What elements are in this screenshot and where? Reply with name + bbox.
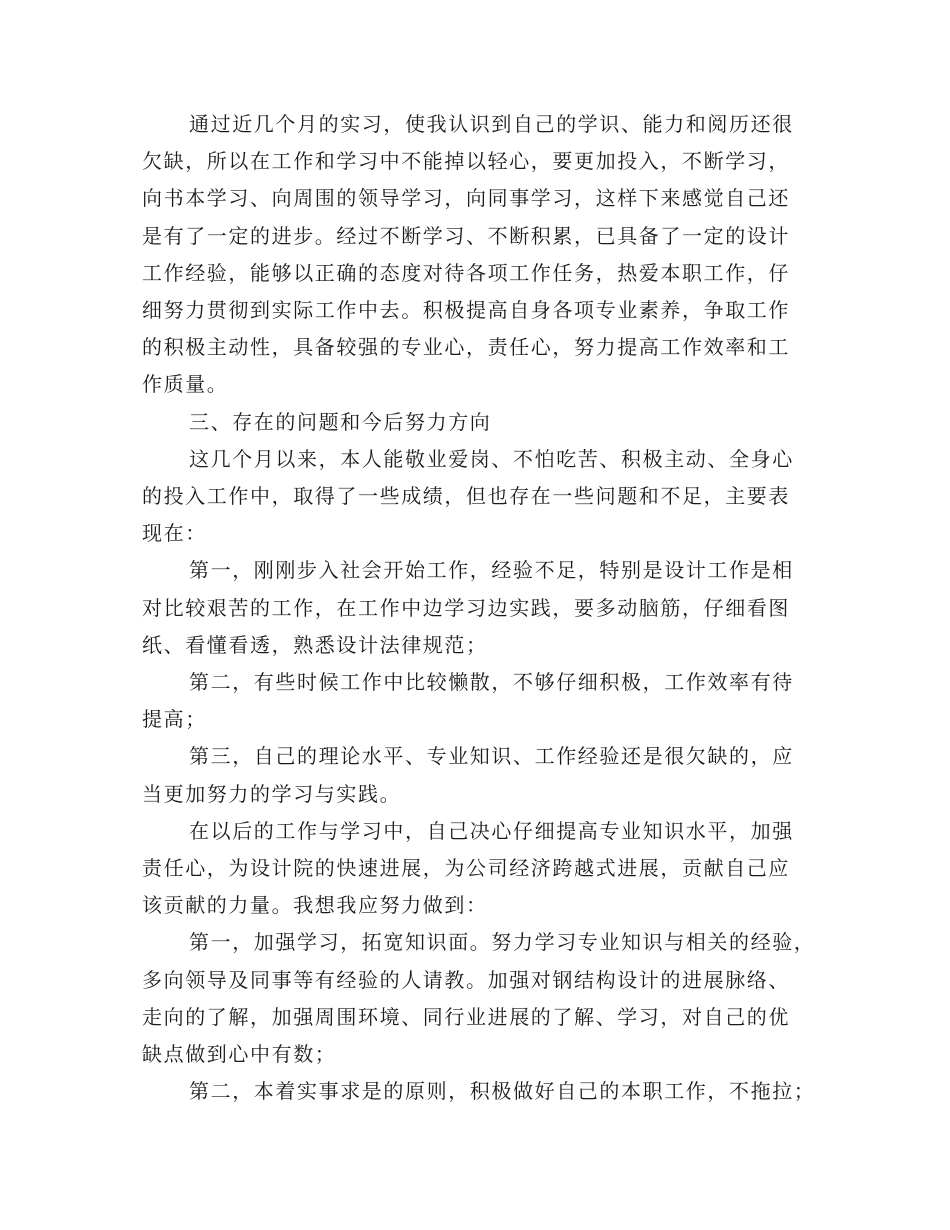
text-line: 在以后的工作与学习中，自己决心仔细提高专业知识水平，加强 <box>189 818 794 843</box>
paragraph-problem-first <box>142 552 802 664</box>
text-line: 提高； <box>142 707 207 732</box>
text-line: 纸、看懂看透，熟悉设计法律规范； <box>142 632 488 657</box>
paragraph-internship-reflection <box>142 106 802 404</box>
paragraph-plan-second <box>142 1073 816 1110</box>
paragraph-problem-third <box>142 738 802 812</box>
text-line: 第二，本着实事求是的原则，积极做好自己的本职工作，不拖拉； <box>189 1079 816 1104</box>
text-line: 第三，自己的理论水平、专业知识、工作经验还是很欠缺的，应 <box>189 744 794 769</box>
text-line: 是有了一定的进步。经过不断学习、不断积累，已具备了一定的设计 <box>142 223 790 248</box>
text-line: 作质量。 <box>142 372 229 397</box>
document-body <box>142 106 816 1110</box>
text-line: 第一，刚刚步入社会开始工作，经验不足，特别是设计工作是相 <box>189 558 794 583</box>
text-line: 缺点做到心中有数； <box>142 1042 337 1067</box>
text-line: 的投入工作中，取得了一些成绩，但也存在一些问题和不足，主要表 <box>142 484 790 509</box>
text-line: 第一，加强学习，拓宽知识面。努力学习专业知识与相关的经验， <box>189 930 816 955</box>
text-line: 向书本学习、向周围的领导学习，向同事学习，这样下来感觉自己还 <box>142 186 790 211</box>
text-line: 细努力贯彻到实际工作中去。积极提高自身各项专业素养，争取工作 <box>142 298 790 323</box>
paragraph-problem-second <box>142 664 802 738</box>
heading-text: 三、存在的问题和今后努力方向 <box>189 409 492 434</box>
paragraph-plan-first <box>142 924 816 1073</box>
text-line: 这几个月以来，本人能敬业爱岗、不怕吃苦、积极主动、全身心 <box>189 446 794 471</box>
text-line: 第二，有些时候工作中比较懒散，不够仔细积极，工作效率有待 <box>189 670 794 695</box>
text-line: 该贡献的力量。我想我应努力做到： <box>142 893 488 918</box>
text-line: 欠缺，所以在工作和学习中不能掉以轻心，要更加投入，不断学习， <box>142 149 790 174</box>
paragraph-future-resolve <box>142 813 802 925</box>
text-line: 当更加努力的学习与实践。 <box>142 781 402 806</box>
text-line: 通过近几个月的实习，使我认识到自己的学识、能力和阅历还很 <box>189 112 794 136</box>
text-line: 多向领导及同事等有经验的人请教。加强对钢结构设计的进展脉络、 <box>142 967 790 992</box>
text-line: 责任心，为设计院的快速进展，为公司经济跨越式进展，贡献自己应 <box>142 856 790 881</box>
text-line: 的积极主动性，具备较强的专业心，责任心，努力提高工作效率和工 <box>142 335 790 360</box>
text-line: 对比较艰苦的工作，在工作中边学习边实践，要多动脑筋，仔细看图 <box>142 595 790 620</box>
section-heading-problems-and-direction <box>142 404 802 441</box>
text-line: 现在： <box>142 521 207 546</box>
text-line: 走向的了解，加强周围环境、同行业进展的了解、学习，对自己的优 <box>142 1004 790 1029</box>
text-line: 工作经验，能够以正确的态度对待各项工作任务，热爱本职工作，仔 <box>142 260 790 285</box>
paragraph-problems-intro <box>142 441 802 553</box>
